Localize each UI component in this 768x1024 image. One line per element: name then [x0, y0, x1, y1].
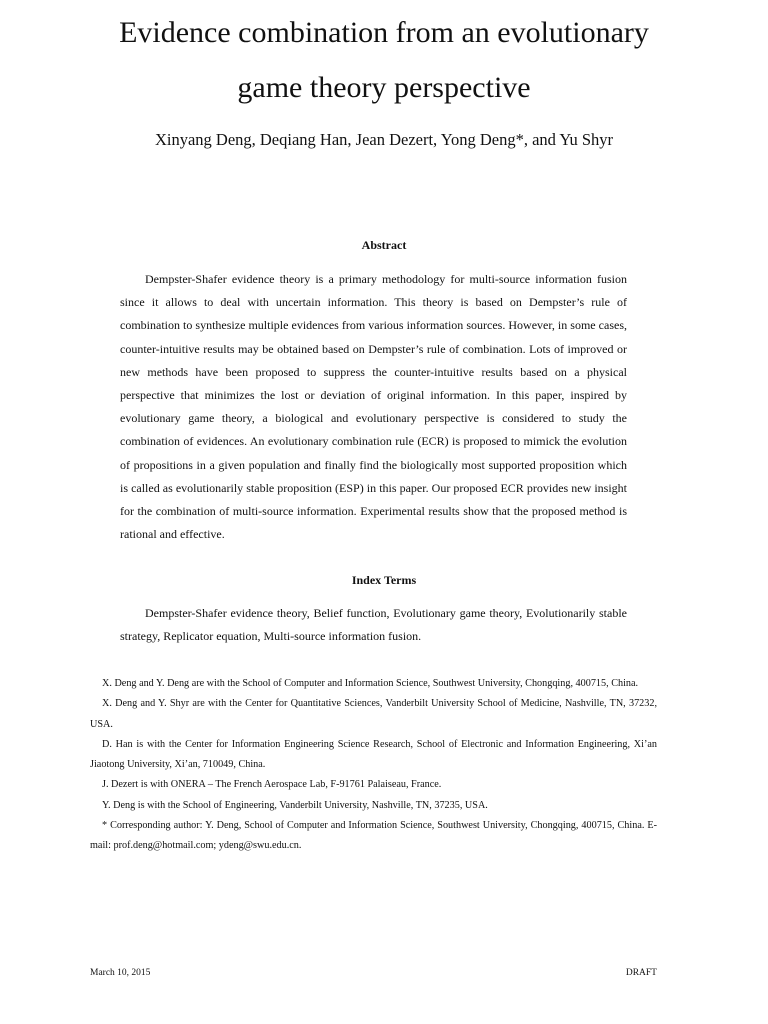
abstract-heading: Abstract: [361, 238, 407, 252]
corresponding-author-note: * Corresponding author: Y. Deng, School of Computer and Information Science, Southwest University, Chongqing, 400715, China. E-mail: prof.deng@hotmail.com; ydeng@swu.edu.cn.: [90, 820, 657, 852]
paper-title-line-1: Evidence combination from an evolutionary: [119, 16, 649, 49]
affiliation-note: Y. Deng is with the School of Engineering, Vanderbilt University, Nashville, TN, 37235, USA.: [102, 799, 488, 811]
affiliation-note: X. Deng and Y. Shyr are with the Center for Quantitative Sciences, Vanderbilt University School of Medicine, Nashville, TN, 37232, USA.: [90, 698, 657, 730]
paper-title-line-2: game theory perspective: [237, 71, 531, 104]
index-terms-text: Dempster-Shafer evidence theory, Belief function, Evolutionary game theory, Evolutionarily stable strategy, Replicator equation, Multi-source information fusion.: [120, 606, 627, 644]
affiliation-note: D. Han is with the Center for Information Engineering Science Research, School of Electronic and Information Engineering, Xi’an Jiaotong University, Xi’an, 710049, China.: [90, 738, 657, 771]
affiliation-notes: [90, 674, 657, 857]
abstract-text: Dempster-Shafer evidence theory is a primary methodology for multi-source information fusion since it allows to deal with uncertain information. This theory is based on Dempster’s rule of combination to synthesize multiple evidences from various information sources. However, in some cases, counter-intuitive results may be obtained based on Dempster’s rule of combination. Lots of improved or new methods have been proposed to suppress the counter-intuitive results based on a physical perspective that minimizes the lost or deviation of original information. In this paper, inspired by evolutionary game theory, a biological and evolutionary perspective is considered to study the combination of evidences. An evolutionary combination rule (ECR) is proposed to mimick the evolution of propositions in a given population and finally find the biologically most supported proposition which is called as evolutionarily stable proposition (ESP) in this paper. Our proposed ECR provides new insight for the combination of multi-source information. Experimental results show that the proposed method is rational and effective.: [120, 272, 627, 542]
affiliation-note: X. Deng and Y. Deng are with the School of Computer and Information Science, Southwest University, Chongqing, 400715, China.: [102, 678, 639, 689]
index-terms-heading: Index Terms: [351, 573, 417, 587]
footer-date: March 10, 2015: [90, 968, 151, 978]
author-list: Xinyang Deng, Deqiang Han, Jean Dezert, Yong Deng*, and Yu Shyr: [154, 130, 614, 149]
affiliation-note: J. Dezert is with ONERA – The French Aerospace Lab, F-91761 Palaiseau, France.: [102, 779, 442, 791]
footer-draft-label: DRAFT: [625, 968, 657, 978]
